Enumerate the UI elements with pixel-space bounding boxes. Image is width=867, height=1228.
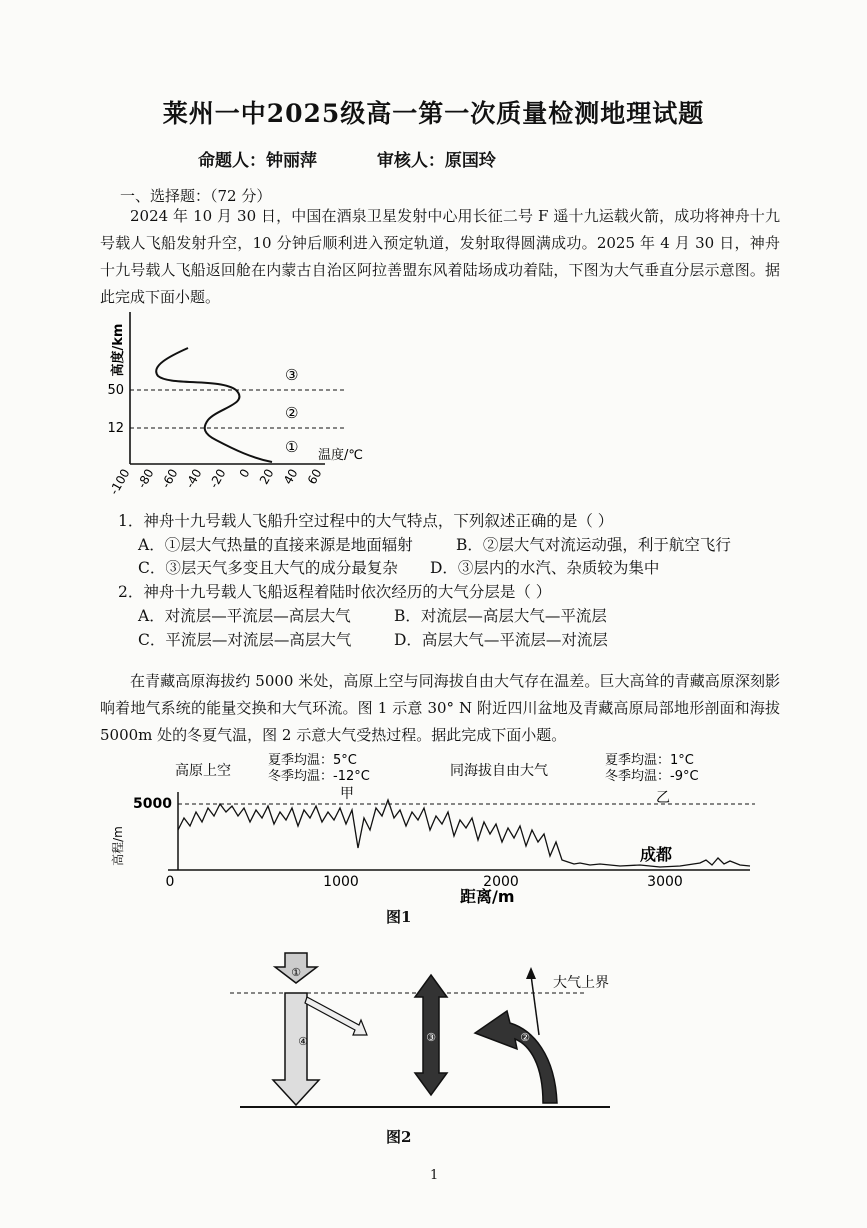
temperature-curve	[156, 348, 272, 462]
y-tick-50: 50	[107, 383, 124, 398]
x-tick: -80	[134, 466, 157, 491]
question-1-option-a: A．①层大气热量的直接来源是地面辐射	[138, 536, 413, 554]
question-2-option-b: B．对流层—高层大气—平流层	[394, 607, 607, 625]
point-yi: 乙	[656, 790, 670, 806]
x-tick: -60	[158, 466, 181, 491]
atmosphere-heating-figure	[225, 945, 645, 1115]
layer-2-label: ②	[285, 404, 299, 422]
atmosphere-top-label: 大气上界	[553, 975, 609, 991]
figure-2-caption: 图2	[386, 1128, 412, 1146]
question-2-option-d: D．高层大气—平流层—对流层	[394, 631, 608, 649]
x-tick: 60	[304, 466, 325, 487]
plateau-summer-temp: 夏季均温：5°C	[268, 753, 357, 768]
layer-1-label: ①	[285, 438, 299, 456]
question-1-option-c: C．③层天气多变且大气的成分最复杂	[138, 559, 398, 577]
y-tick-12: 12	[107, 421, 124, 436]
page-title: 莱州一中2025级高一第一次质量检测地理试题	[162, 99, 705, 128]
thin-up-arrow-head	[526, 967, 536, 979]
question-2-option-c: C．平流层—对流层—高层大气	[138, 631, 352, 649]
authors-line	[198, 146, 550, 171]
arrow-4-label: ④	[298, 1035, 308, 1048]
point-jia: 甲	[340, 786, 354, 802]
question-1-option-d: D．③层内的水汽、杂质较为集中	[430, 559, 660, 577]
layer-3-label: ③	[285, 366, 299, 384]
intro-paragraph-1: 2024 年 10 月 30 日，中国在酒泉卫星发射中心用长征二号 F 遥十九运载火箭，成功将神舟十九号载人飞船发射升空，10 分钟后顺利进入预定轨道，发射取得圆满成功。2025 年 4 月 30 日，神舟十九号载人飞船返回舱在内蒙古自治区阿拉善盟东风着陆场成功着陆，下图为大气垂直分层示意图。据此完成下面小题。	[100, 207, 780, 306]
x-tick: -100	[106, 466, 133, 498]
plateau-label: 高原上空	[175, 763, 231, 779]
intro-paragraph-2: 在青藏高原海拔约 5000 米处，高原上空与同海拔自由大气存在温差。巨大高耸的青藏高原深刻影响着地气系统的能量交换和大气环流。图 1 示意 30° N 附近四川盆地及青藏高原局部地形剖面和海拔 5000m 处的冬夏气温，图 2 示意大气受热过程。据此完成下面小题。	[100, 672, 780, 744]
x-tick: 40	[280, 466, 301, 487]
x-tick: 20	[256, 466, 277, 487]
figure-1-caption: 图1	[386, 908, 412, 926]
free-atmosphere-winter-temp: 冬季均温：-9°C	[605, 769, 699, 784]
section-heading: 一、选择题：（72 分）	[120, 187, 272, 205]
x-tick-labels	[107, 467, 325, 498]
distance-tick: 2000	[483, 874, 519, 890]
y-axis-label: 高度/km	[111, 323, 126, 377]
plateau-winter-temp: 冬季均温：-12°C	[268, 769, 370, 784]
terrain-profile-figure	[100, 750, 770, 910]
x-tick: 0	[236, 466, 253, 481]
chengdu-label: 成都	[640, 845, 673, 864]
question-1-stem: 1．神舟十九号载人飞船升空过程中的大气特点，下列叙述正确的是（ ）	[118, 512, 614, 530]
question-2-stem: 2．神舟十九号载人飞船返程着陆时依次经历的大气分层是（ ）	[118, 583, 552, 601]
elevation-tick-5000: 5000	[133, 796, 172, 812]
x-axis-label: 温度/℃	[318, 448, 363, 463]
free-atmosphere-label: 同海拔自由大气	[450, 763, 548, 779]
reflected-radiation-arrow	[305, 997, 367, 1035]
distance-tick: 1000	[323, 874, 359, 890]
x-tick: -20	[206, 466, 229, 491]
distance-tick: 3000	[647, 874, 683, 890]
arrow-3-label: ③	[426, 1031, 436, 1044]
elevation-axis-label: 高程/m	[111, 826, 125, 866]
distance-tick: 0	[165, 874, 175, 890]
arrow-1-label: ①	[291, 966, 301, 979]
distance-axis-label: 距离/m	[460, 887, 515, 906]
reviewer-name: 审核人：原国玲	[376, 151, 496, 171]
thin-up-arrow-shaft	[531, 975, 539, 1035]
curved-ground-radiation-arrow	[475, 1011, 557, 1103]
question-1-option-b: B．②层大气对流运动强，利于航空飞行	[456, 536, 731, 554]
free-atmosphere-summer-temp: 夏季均温：1°C	[605, 753, 694, 768]
atmosphere-layer-figure	[100, 312, 380, 512]
downward-radiation-arrow	[273, 993, 319, 1105]
question-2-option-a: A．对流层—平流层—高层大气	[138, 607, 351, 625]
x-tick: -40	[182, 466, 205, 491]
page-number: 1	[430, 1168, 439, 1183]
setter-name: 命题人：钟丽萍	[198, 151, 317, 171]
arrow-2-label: ②	[520, 1031, 530, 1044]
